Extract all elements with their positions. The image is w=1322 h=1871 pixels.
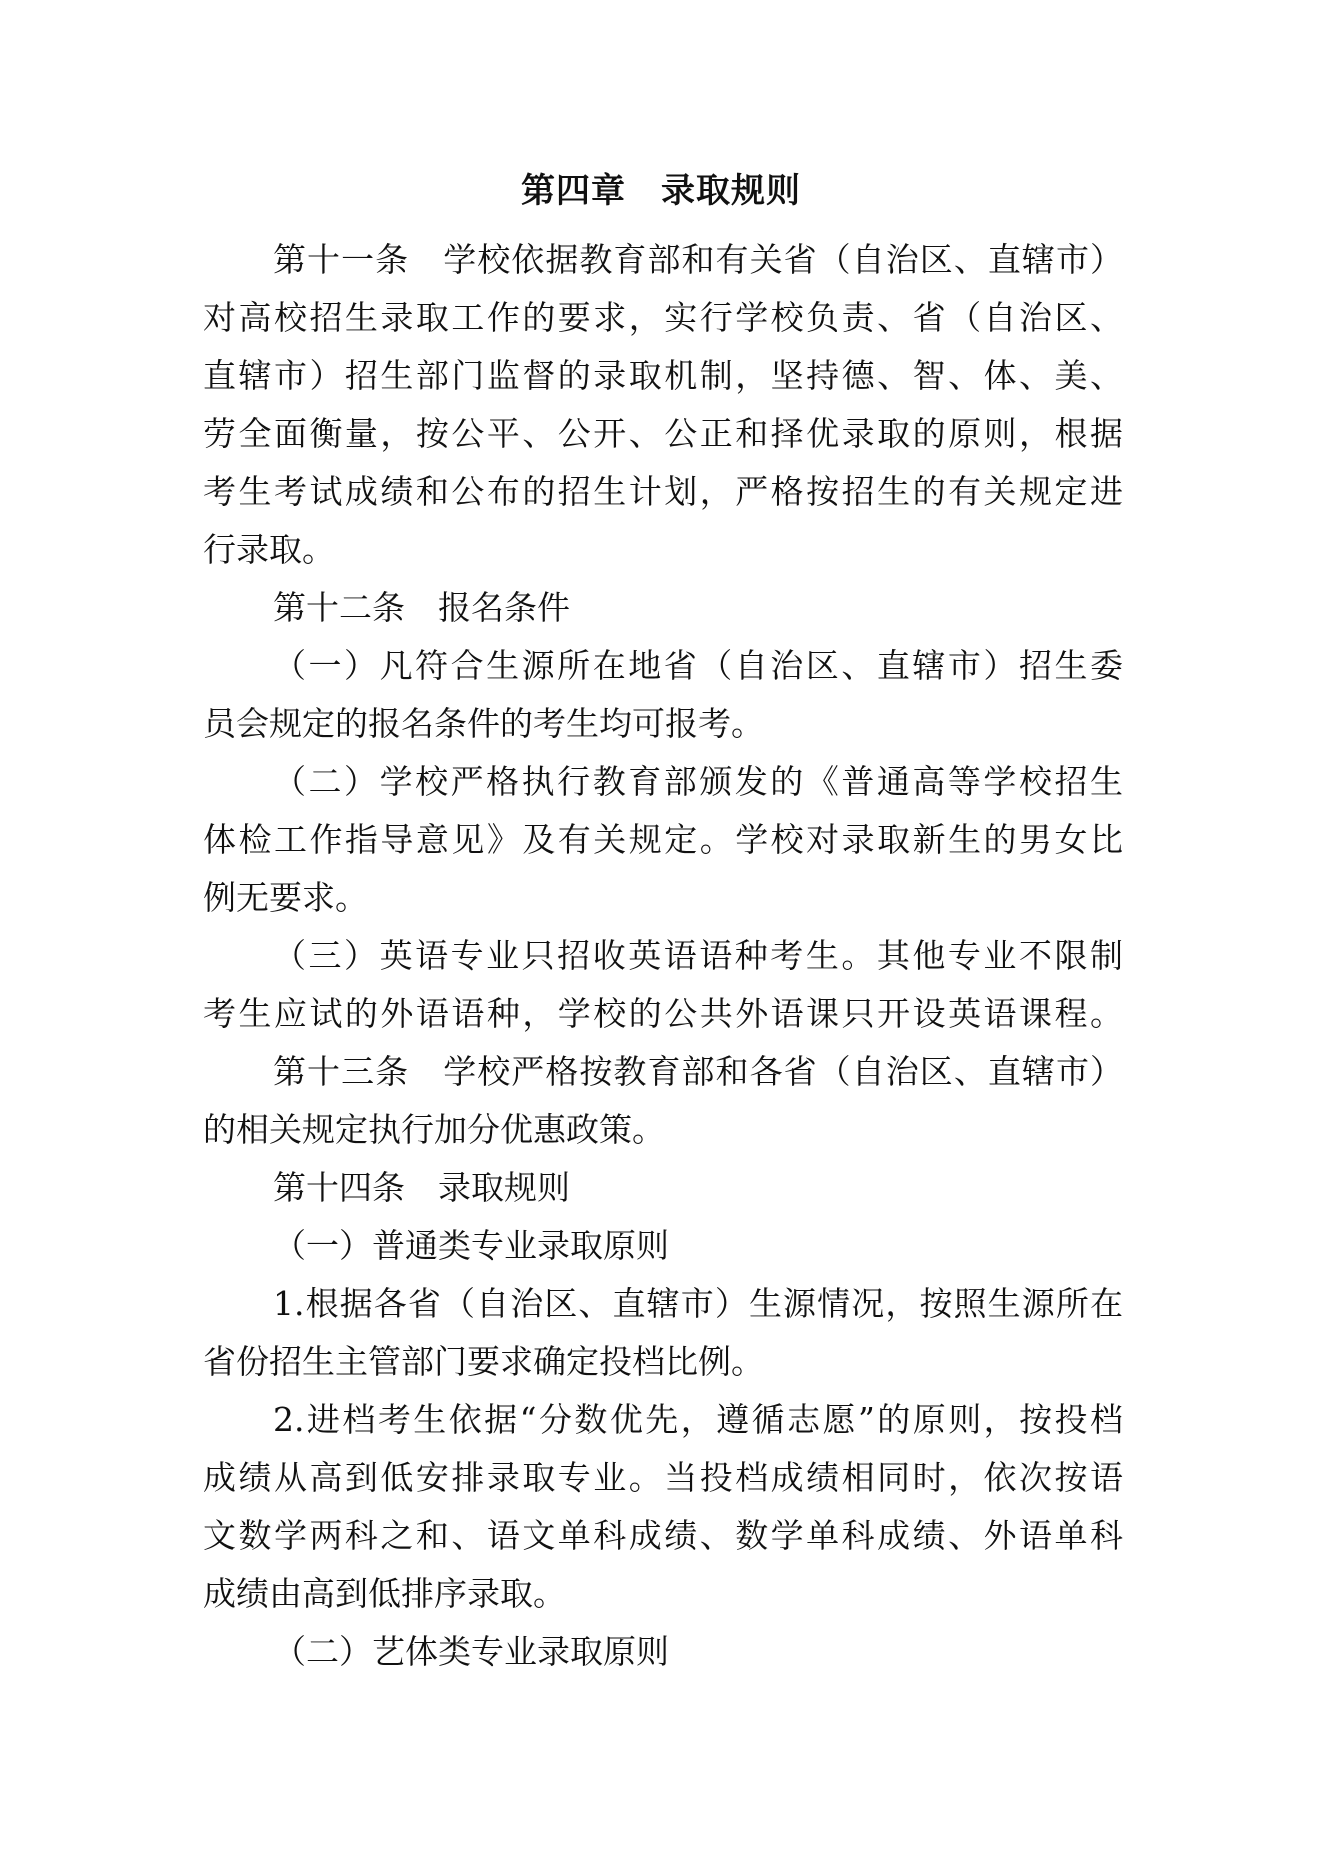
article-13-paragraph bbox=[203, 1043, 1123, 1159]
text-line: （二）学校严格执行教育部颁发的《普通高等学校招生 bbox=[273, 762, 1123, 801]
document-body bbox=[203, 231, 1123, 1681]
text-line: （三）英语专业只招收英语语种考生。其他专业不限制 bbox=[273, 936, 1123, 975]
text-line: 员会规定的报名条件的考生均可报考。 bbox=[203, 704, 764, 743]
article-12-item-1 bbox=[203, 637, 1123, 753]
text-line: 考生应试的外语语种，学校的公共外语课只开设英语课程。 bbox=[203, 994, 1123, 1033]
text-line: 第十一条 学校依据教育部和有关省（自治区、直辖市） bbox=[273, 240, 1123, 279]
text-line: 省份招生主管部门要求确定投档比例。 bbox=[203, 1342, 764, 1381]
text-line: 文数学两科之和、语文单科成绩、数学单科成绩、外语单科 bbox=[203, 1516, 1123, 1555]
text-line: 1.根据各省（自治区、直辖市）生源情况，按照生源所在 bbox=[273, 1284, 1123, 1323]
article-12-item-3 bbox=[203, 927, 1123, 1043]
article-14-section-2-heading bbox=[203, 1623, 1123, 1681]
text-line: 行录取。 bbox=[203, 530, 335, 569]
article-12-heading bbox=[203, 579, 1123, 637]
text-line: （一）凡符合生源所在地省（自治区、直辖市）招生委 bbox=[273, 646, 1123, 685]
article-12-item-2 bbox=[203, 753, 1123, 927]
text-line: 成绩由高到低排序录取。 bbox=[203, 1574, 566, 1613]
article-11-paragraph bbox=[203, 231, 1123, 579]
text-line: 的相关规定执行加分优惠政策。 bbox=[203, 1110, 665, 1149]
text-line: 考生考试成绩和公布的招生计划，严格按招生的有关规定进 bbox=[203, 472, 1123, 511]
text-line: 例无要求。 bbox=[203, 878, 368, 917]
article-14-section-1-item-1 bbox=[203, 1275, 1123, 1391]
text-line: 第十二条 报名条件 bbox=[273, 588, 570, 627]
text-line: 成绩从高到低安排录取专业。当投档成绩相同时，依次按语 bbox=[203, 1458, 1123, 1497]
text-line: 第十三条 学校严格按教育部和各省（自治区、直辖市） bbox=[273, 1052, 1123, 1091]
article-14-section-1-item-2 bbox=[203, 1391, 1123, 1623]
article-14-heading bbox=[203, 1159, 1123, 1217]
text-line: 对高校招生录取工作的要求，实行学校负责、省（自治区、 bbox=[203, 298, 1123, 337]
article-14-section-1-heading bbox=[203, 1217, 1123, 1275]
text-line: 第十四条 录取规则 bbox=[273, 1168, 570, 1207]
text-line: 劳全面衡量，按公平、公开、公正和择优录取的原则，根据 bbox=[203, 414, 1123, 453]
chapter-title: 第四章 录取规则 bbox=[521, 171, 801, 211]
text-line: （一）普通类专业录取原则 bbox=[273, 1226, 669, 1265]
text-line: 2.进档考生依据“分数优先，遵循志愿”的原则，按投档 bbox=[273, 1400, 1123, 1439]
text-line: 体检工作指导意见》及有关规定。学校对录取新生的男女比 bbox=[203, 820, 1123, 859]
text-line: （二）艺体类专业录取原则 bbox=[273, 1632, 669, 1671]
text-line: 直辖市）招生部门监督的录取机制，坚持德、智、体、美、 bbox=[203, 356, 1123, 395]
